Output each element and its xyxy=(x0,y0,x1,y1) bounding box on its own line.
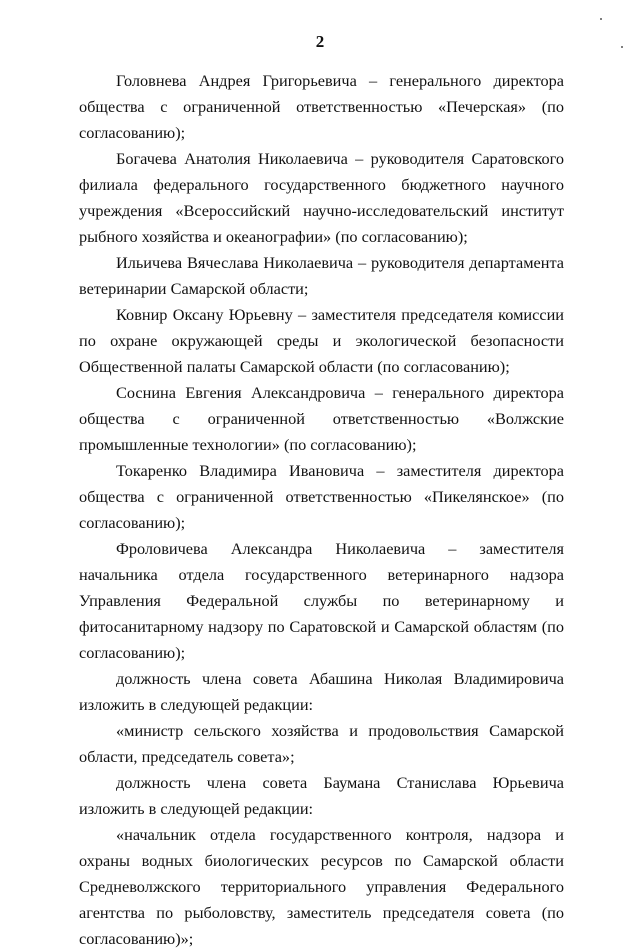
page-number: 2 xyxy=(315,32,325,51)
paragraph-frolovichev: Фроловичева Александра Николаевича – заместителя начальника отдела государственного ветеринарного надзора Управления Федеральной службы по ветеринарному и фитосанитарному надзору по Саратовской и Самарской областям (по согласованию); xyxy=(79,539,564,662)
paragraph-abashin-instruction: должность члена совета Абашина Николая Владимировича изложить в следующей редакции: xyxy=(79,669,564,714)
paragraph-bauman-position: «начальник отдела государственного контроля, надзора и охраны водных биологических ресурсов по Самарской области Средневолжского территориального управления Федерального агентства по рыболовству, заместитель председателя совета (по согласованию)»; xyxy=(79,825,564,948)
paragraph-tokarenko: Токаренко Владимира Ивановича – заместителя директора общества с ограниченной ответственностью «Пикелянское» (по согласованию); xyxy=(79,461,564,532)
paragraph-abashin-position: «министр сельского хозяйства и продовольствия Самарской области, председатель совета»; xyxy=(79,721,564,766)
scan-speck xyxy=(600,18,602,20)
paragraph-kovnir: Ковнир Оксану Юрьевну – заместителя председателя комиссии по охране окружающей среды и экологической безопасности Общественной палаты Самарской области (по согласованию); xyxy=(79,305,564,376)
paragraph-sosnin: Соснина Евгения Александровича – генерального директора общества с ограниченной ответственностью «Волжские промышленные технологии» (по согласованию); xyxy=(79,383,564,454)
paragraph-bogachev: Богачева Анатолия Николаевича – руководителя Саратовского филиала федерального государственного бюджетного научного учреждения «Всероссийский научно-исследовательский институт рыбного хозяйства и океанографии» (по согласованию); xyxy=(79,149,564,246)
paragraph-golovnev: Головнева Андрея Григорьевича – генерального директора общества с ограниченной ответственностью «Печерская» (по согласованию); xyxy=(79,71,564,142)
paragraph-bauman-instruction: должность члена совета Баумана Станислава Юрьевича изложить в следующей редакции: xyxy=(79,773,564,818)
paragraph-ilyichev: Ильичева Вячеслава Николаевича – руководителя департамента ветеринарии Самарской области; xyxy=(79,253,564,298)
document-body xyxy=(79,68,564,952)
scan-speck xyxy=(621,46,623,48)
